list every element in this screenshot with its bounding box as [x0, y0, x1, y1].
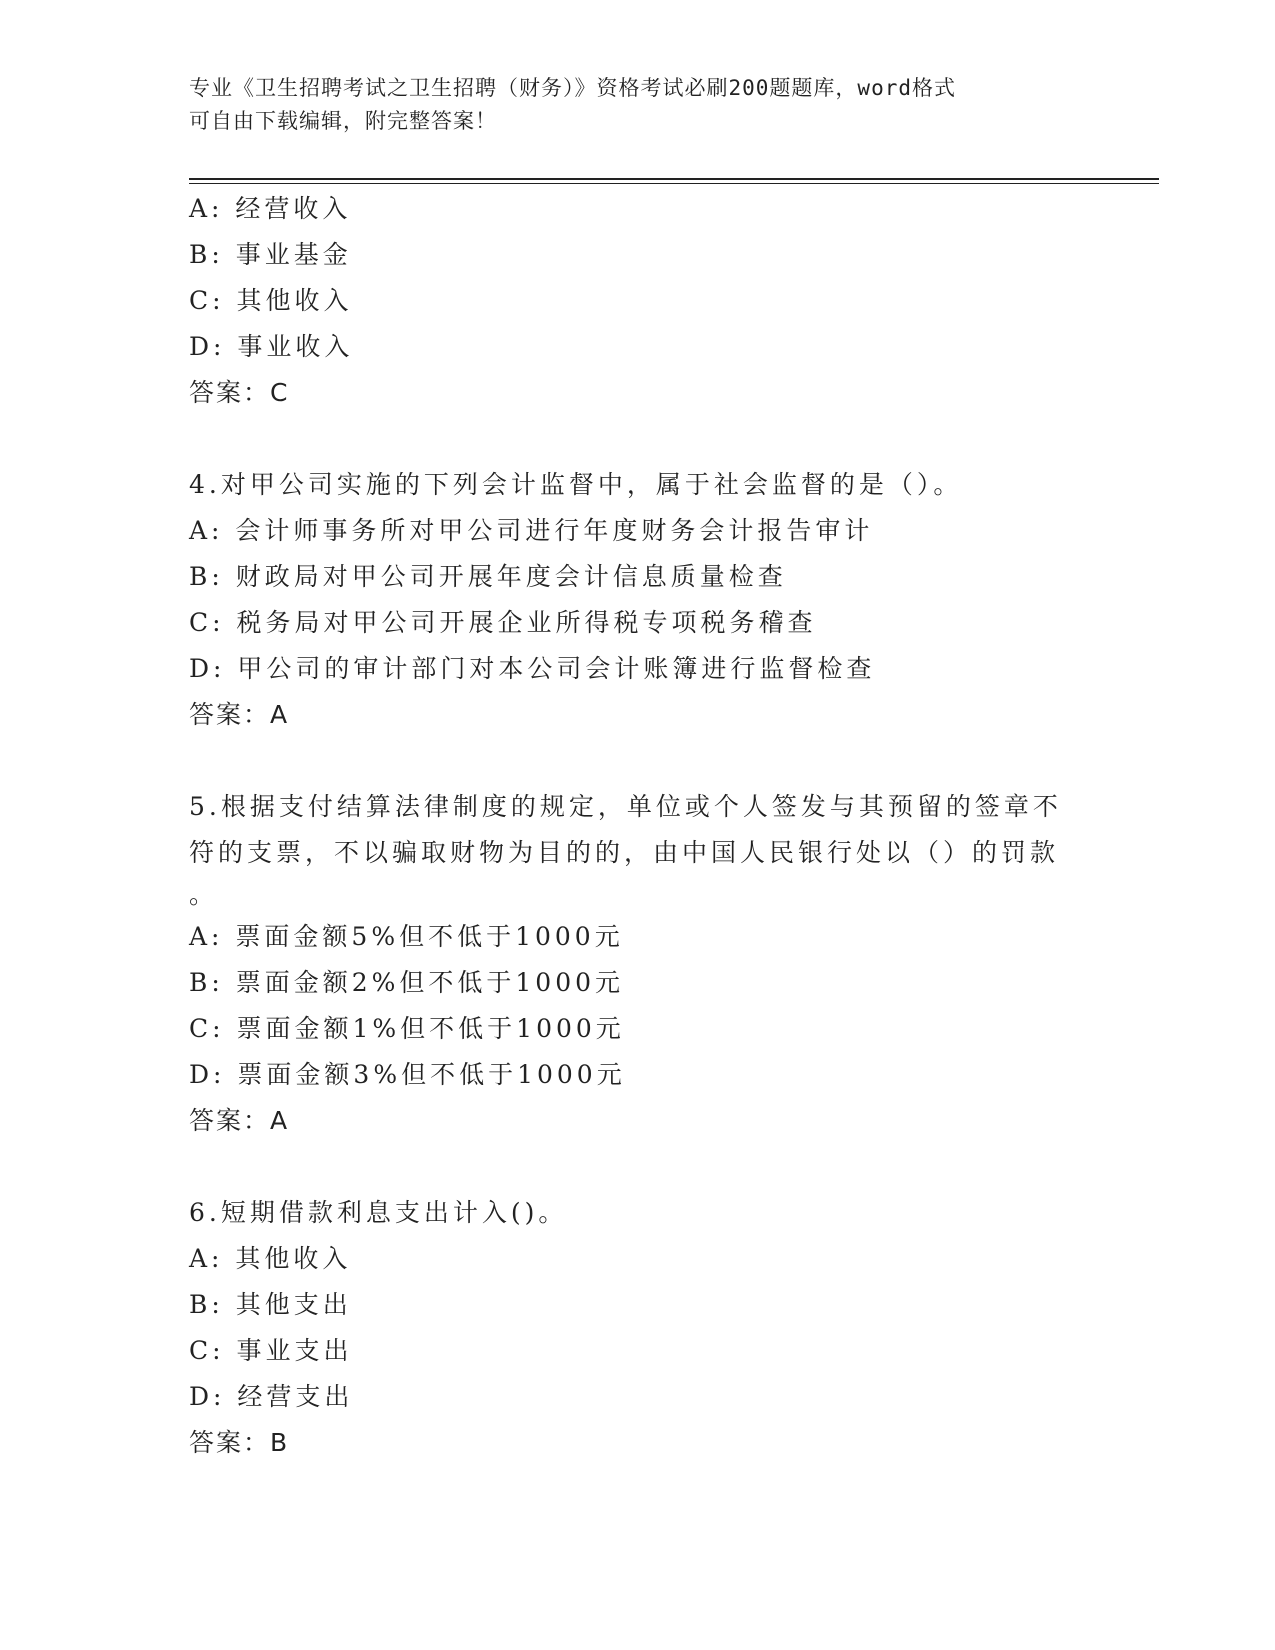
option-c: C: 其他收入 [189, 286, 353, 315]
header-rule-thick [189, 178, 1159, 180]
spacer [189, 1144, 1089, 1190]
option-d: D: 甲公司的审计部门对本公司会计账簿进行监督检查 [189, 654, 876, 683]
option-d: D: 票面金额3%但不低于1000元 [189, 1060, 626, 1089]
option-a: A: 其他收入 [189, 1244, 352, 1273]
option-a: A: 票面金额5%但不低于1000元 [189, 922, 624, 951]
spacer [189, 738, 1089, 784]
option-c: C: 事业支出 [189, 1336, 353, 1365]
question-text-line-1: 5.根据支付结算法律制度的规定，单位或个人签发与其预留的签章不 [189, 792, 1062, 821]
question-5 [189, 784, 1089, 1144]
question-4 [189, 462, 1089, 738]
option-c: C: 票面金额1%但不低于1000元 [189, 1014, 625, 1043]
spacer [189, 416, 1089, 462]
header-rule-thin [189, 183, 1159, 184]
question-list [189, 186, 1089, 1466]
option-b: B: 财政局对甲公司开展年度会计信息质量检查 [189, 562, 787, 591]
option-b: B: 票面金额2%但不低于1000元 [189, 968, 625, 997]
question-text-line-2: 符的支票，不以骗取财物为目的的，由中国人民银行处以（）的罚款 [189, 838, 1060, 867]
option-b: B: 其他支出 [189, 1290, 352, 1319]
document-header [189, 72, 1089, 138]
option-c: C: 税务局对甲公司开展企业所得税专项税务稽查 [189, 608, 817, 637]
question-text-line-3: 。 [189, 880, 219, 909]
answer-line: 答案：C [189, 378, 290, 407]
question-3 [189, 186, 1089, 416]
answer-line: 答案：B [189, 1428, 290, 1457]
question-6 [189, 1190, 1089, 1466]
option-d: D: 事业收入 [189, 332, 354, 361]
option-a: A: 经营收入 [189, 194, 352, 223]
option-a: A: 会计师事务所对甲公司进行年度财务会计报告审计 [189, 516, 874, 545]
option-b: B: 事业基金 [189, 240, 352, 269]
answer-line: 答案：A [189, 1106, 290, 1135]
header-title-line-2: 可自由下载编辑，附完整答案！ [189, 109, 497, 133]
question-text: 4.对甲公司实施的下列会计监督中，属于社会监督的是（）。 [189, 470, 963, 499]
answer-line: 答案：A [189, 700, 290, 729]
question-text: 6.短期借款利息支出计入()。 [189, 1198, 568, 1227]
option-d: D: 经营支出 [189, 1382, 354, 1411]
header-title-line-1: 专业《卫生招聘考试之卫生招聘（财务）》资格考试必刷200题题库，word格式 [189, 76, 956, 100]
